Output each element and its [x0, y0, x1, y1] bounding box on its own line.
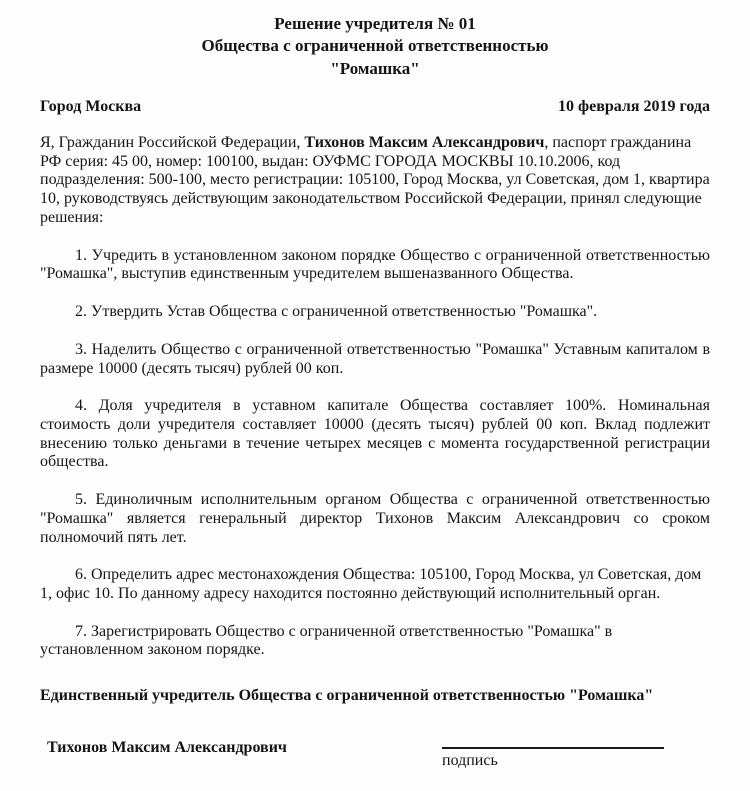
decision-item-4: 4. Доля учредителя в уставном капитале Общества составляет 100%. Номинальная стоимость доли учредителя составляет 10000 (десять тысяч) рублей 00 коп. Вклад подлежит внесению только деньгами в течение четырех месяцев с момента государственной регистрации общества.	[40, 397, 710, 471]
decision-item-6: 6. Определить адрес местонахождения Общества: 105100, Город Москва, ул Советская, дом 1, офис 10. По данному адресу находится постоянно действующий исполнительный орган.	[40, 566, 702, 602]
signature-caption: подпись	[442, 751, 498, 769]
document-title	[40, 13, 710, 80]
decision-item-1: 1. Учредить в установленном законом порядке Общество с ограниченной ответственностью "Ромашка", выступив единственным учредителем вышеназванного Общества.	[40, 246, 710, 283]
decision-item-3: 3. Наделить Общество с ограниченной ответственностью "Ромашка" Уставным капиталом в размере 10000 (десять тысяч) рублей 00 коп.	[40, 340, 710, 377]
decision-item-2: 2. Утвердить Устав Общества с ограниченной ответственностью "Ромашка".	[75, 303, 598, 321]
decision-item-5: 5. Единоличным исполнительным органом Общества с ограниченной ответственностью "Ромашка" является генеральный директор Тихонов Максим Александрович со сроком полномочий пять лет.	[40, 491, 710, 546]
sole-founder-statement: Единственный учредитель Общества с ограниченной ответственностью "Ромашка"	[40, 687, 654, 705]
signature-row	[40, 739, 710, 771]
title-line-3: "Ромашка"	[330, 58, 420, 78]
date-label: 10 февраля 2019 года	[558, 98, 710, 116]
title-line-1: Решение учредителя № 01	[274, 14, 476, 33]
city-label: Город Москва	[40, 98, 142, 116]
founder-name: Тихонов Максим Александрович	[304, 134, 545, 152]
intro-before-name: Я, Гражданин Российской Федерации,	[40, 134, 305, 152]
signature-line	[442, 747, 664, 749]
intro-paragraph	[40, 134, 710, 228]
title-line-2: Общества с ограниченной ответственностью	[201, 36, 549, 56]
decision-item-7: 7. Зарегистрировать Общество с ограниченной ответственностью "Ромашка" в установленном законом порядке.	[40, 622, 613, 659]
city-date-row	[40, 98, 710, 117]
signatory-name: Тихонов Максим Александрович	[47, 738, 287, 756]
signature-block	[442, 739, 664, 771]
intro-after-name: , паспорт гражданина РФ серия: 45 00, номер: 100100, выдан: ОУФМС ГОРОДА МОСКВЫ 10.10.2006, код подразделения: 500-100, место регистрации: 105100, Город Москва, ул Советская, дом 1, квартира 10, руководствуясь действующим законодательством Российской Федерации, принял следующие решения:	[40, 134, 710, 226]
